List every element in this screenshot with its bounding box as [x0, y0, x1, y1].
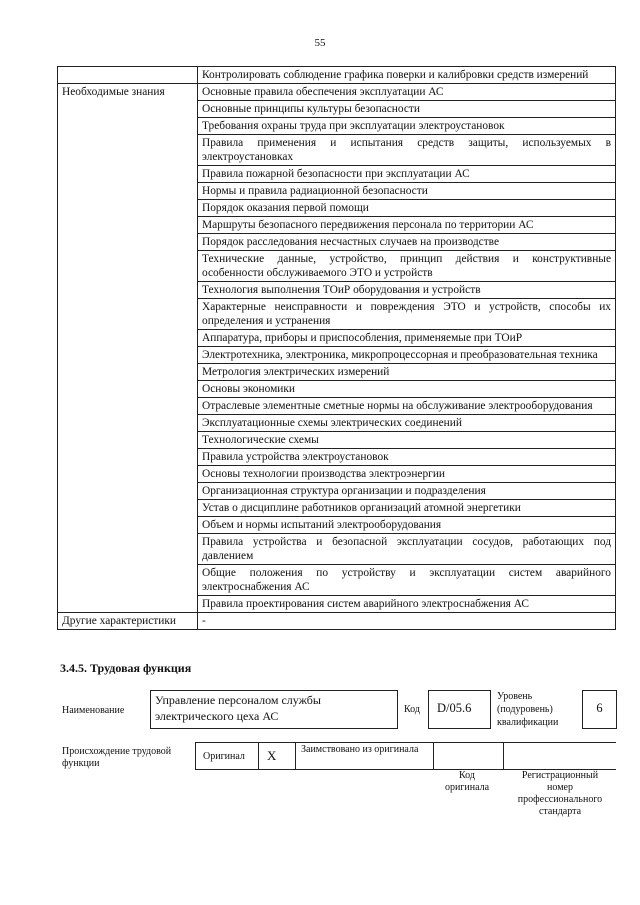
origin-divider-2: [295, 742, 296, 769]
origin-divider-1: [258, 742, 259, 769]
table-cell: Правила проектирования систем аварийного электроснабжения АС: [198, 596, 616, 613]
row-label: [58, 67, 198, 84]
table-cell: Объем и нормы испытаний электрооборудования: [198, 517, 616, 534]
name-value: Управление персоналом службы электрического цеха АС: [155, 693, 321, 723]
table-cell: Общие положения по устройству и эксплуатации систем аварийного электроснабжения АС: [198, 565, 616, 596]
name-box: [150, 690, 398, 729]
table-cell: Технические данные, устройство, принцип действия и конструктивные особенности обслуживаемого ЭТО и устройств: [198, 251, 616, 282]
reg-number-box: [502, 742, 616, 770]
table-cell: Организационная структура организации и подразделения: [198, 483, 616, 500]
row-label: Необходимые знания: [58, 84, 198, 613]
page-number: 55: [314, 37, 326, 49]
table-cell: Правила устройства и безопасной эксплуатации сосудов, работающих под давлением: [198, 534, 616, 565]
table-row: [58, 613, 616, 630]
table-cell: Контролировать соблюдение графика поверки и калибровки средств измерений: [198, 67, 616, 84]
reg-caption: Регистрационный номер профессионального стандарта: [517, 770, 603, 817]
table-cell: Метрология электрических измерений: [198, 364, 616, 381]
table-cell: Правила применения и испытания средств защиты, используемых в электроустановках: [198, 135, 616, 166]
table-cell: Основные правила обеспечения эксплуатации АС: [198, 84, 616, 101]
code-box: [428, 690, 491, 729]
table-cell: Нормы и правила радиационной безопасности: [198, 183, 616, 200]
code-label: Код: [404, 704, 420, 715]
table-cell: Маршруты безопасного передвижения персонала по территории АС: [198, 217, 616, 234]
table-cell: Порядок расследования несчастных случаев на производстве: [198, 234, 616, 251]
original-mark: X: [267, 748, 277, 763]
table-cell: Основы экономики: [198, 381, 616, 398]
origin-divider-3: [433, 742, 434, 769]
borrowed-label: Заимствовано из оригинала: [301, 744, 419, 755]
table-cell: Требования охраны труда при эксплуатации электроустановок: [198, 118, 616, 135]
table-row: [58, 67, 616, 84]
table-cell: Аппаратура, приборы и приспособления, применяемые при ТОиР: [198, 330, 616, 347]
table-cell: Технология выполнения ТОиР оборудования и устройств: [198, 282, 616, 299]
origin-label: Происхождение трудовой функции: [62, 746, 172, 769]
table-cell: Эксплуатационные схемы электрических соединений: [198, 415, 616, 432]
table-cell: Правила устройства электроустановок: [198, 449, 616, 466]
table-cell: Основные принципы культуры безопасности: [198, 101, 616, 118]
table-cell: Основы технологии производства электроэнергии: [198, 466, 616, 483]
table-cell: Отраслевые элементные сметные нормы на обслуживание электрооборудования: [198, 398, 616, 415]
row-label: Другие характеристики: [58, 613, 198, 630]
original-label: Оригинал: [203, 751, 245, 762]
level-label: Уровень (подуровень) квалификации: [497, 691, 559, 728]
knowledge-table: [57, 66, 616, 630]
table-cell: Устав о дисциплине работников организаций атомной энергетики: [198, 500, 616, 517]
table-cell: Порядок оказания первой помощи: [198, 200, 616, 217]
table-cell: Технологические схемы: [198, 432, 616, 449]
table-row: [58, 84, 616, 101]
code-caption: Код оригинала: [444, 770, 490, 793]
table-cell: Характерные неисправности и повреждения ЭТО и устройств, способы их определения и устранения: [198, 299, 616, 330]
table-cell: Электротехника, электроника, микропроцессорная и преобразовательная техника: [198, 347, 616, 364]
code-value: D/05.6: [437, 701, 472, 715]
level-value: 6: [596, 701, 603, 715]
table-cell: Правила пожарной безопасности при эксплуатации АС: [198, 166, 616, 183]
section-title: 3.4.5. Трудовая функция: [60, 661, 192, 675]
level-box: [582, 690, 617, 729]
name-label: Наименование: [62, 705, 125, 716]
table-cell: -: [198, 613, 616, 630]
